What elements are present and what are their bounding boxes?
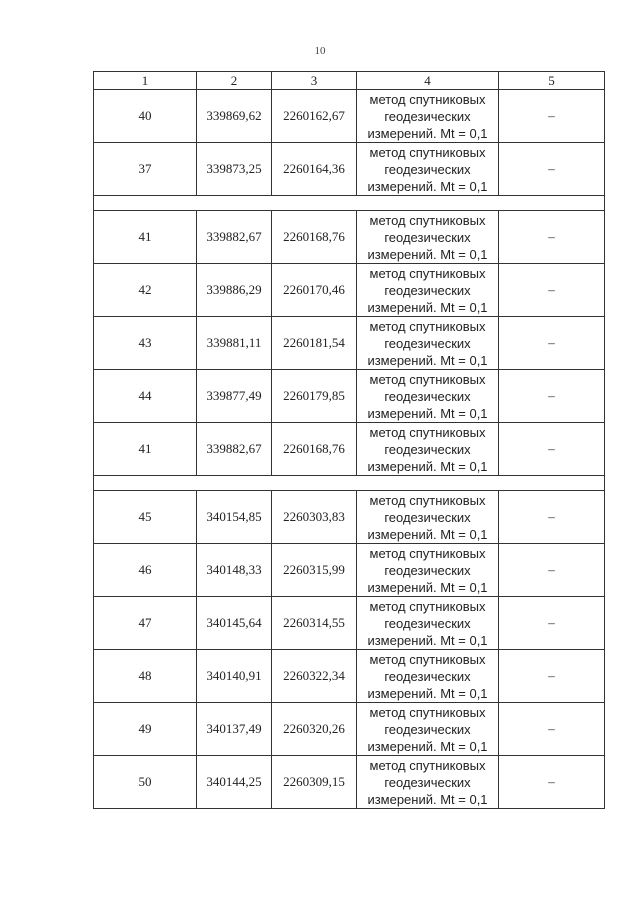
method-text-line: метод спутниковых	[369, 265, 486, 281]
x-coordinate-cell: 340140,91	[197, 650, 272, 703]
method-text-line: метод спутниковых	[369, 371, 486, 387]
method-text-line: измерений. Mt = 0,1	[367, 579, 488, 595]
point-number-cell: 49	[94, 703, 197, 756]
page-number: 10	[314, 45, 326, 57]
note-cell: –	[499, 90, 605, 143]
table-row	[94, 423, 605, 476]
x-coordinate-cell: 340145,64	[197, 597, 272, 650]
point-number-cell: 45	[94, 491, 197, 544]
method-text-line: измерений. Mt = 0,1	[367, 178, 488, 194]
y-coordinate-cell: 2260162,67	[272, 90, 357, 143]
method-text-line: геодезических	[384, 282, 471, 298]
table-row	[94, 703, 605, 756]
point-number-cell: 44	[94, 370, 197, 423]
method-text-line: измерений. Mt = 0,1	[367, 352, 488, 368]
method-cell	[357, 650, 499, 703]
note-cell: –	[499, 264, 605, 317]
x-coordinate-cell: 339877,49	[197, 370, 272, 423]
column-header-2: 2	[197, 72, 272, 90]
column-header-4: 4	[357, 72, 499, 90]
method-text-line: метод спутниковых	[369, 598, 486, 614]
point-number-cell: 40	[94, 90, 197, 143]
table-row	[94, 544, 605, 597]
note-cell: –	[499, 597, 605, 650]
note-cell: –	[499, 423, 605, 476]
method-text-line: геодезических	[384, 161, 471, 177]
separator-cell	[94, 196, 605, 211]
method-text-line: метод спутниковых	[369, 651, 486, 667]
method-text-line: измерений. Mt = 0,1	[367, 632, 488, 648]
method-text-line: геодезических	[384, 562, 471, 578]
method-text-line: метод спутниковых	[369, 212, 486, 228]
method-text-line: геодезических	[384, 668, 471, 684]
method-text-line: метод спутниковых	[369, 318, 486, 334]
method-text-line: геодезических	[384, 509, 471, 525]
point-number-cell: 41	[94, 423, 197, 476]
note-cell: –	[499, 544, 605, 597]
method-text-line: геодезических	[384, 774, 471, 790]
y-coordinate-cell: 2260315,99	[272, 544, 357, 597]
method-text-line: измерений. Mt = 0,1	[367, 526, 488, 542]
point-number-cell: 50	[94, 756, 197, 809]
method-cell	[357, 317, 499, 370]
note-cell: –	[499, 756, 605, 809]
y-coordinate-cell: 2260322,34	[272, 650, 357, 703]
y-coordinate-cell: 2260181,54	[272, 317, 357, 370]
column-header-3: 3	[272, 72, 357, 90]
y-coordinate-cell: 2260168,76	[272, 211, 357, 264]
method-text-line: геодезических	[384, 441, 471, 457]
separator-cell	[94, 476, 605, 491]
x-coordinate-cell: 339882,67	[197, 423, 272, 476]
note-cell: –	[499, 211, 605, 264]
table-row	[94, 370, 605, 423]
method-text-line: измерений. Mt = 0,1	[367, 125, 488, 141]
method-cell	[357, 597, 499, 650]
x-coordinate-cell: 340144,25	[197, 756, 272, 809]
coordinates-table-body	[94, 72, 605, 809]
note-cell: –	[499, 317, 605, 370]
y-coordinate-cell: 2260179,85	[272, 370, 357, 423]
y-coordinate-cell: 2260303,83	[272, 491, 357, 544]
x-coordinate-cell: 339869,62	[197, 90, 272, 143]
note-cell: –	[499, 703, 605, 756]
method-cell	[357, 90, 499, 143]
y-coordinate-cell: 2260168,76	[272, 423, 357, 476]
y-coordinate-cell: 2260320,26	[272, 703, 357, 756]
point-number-cell: 42	[94, 264, 197, 317]
table-row	[94, 650, 605, 703]
note-cell: –	[499, 650, 605, 703]
method-text-line: измерений. Mt = 0,1	[367, 405, 488, 421]
method-text-line: измерений. Mt = 0,1	[367, 791, 488, 807]
x-coordinate-cell: 340154,85	[197, 491, 272, 544]
y-coordinate-cell: 2260170,46	[272, 264, 357, 317]
method-text-line: метод спутниковых	[369, 91, 486, 107]
note-cell: –	[499, 370, 605, 423]
table-row	[94, 317, 605, 370]
method-cell	[357, 143, 499, 196]
method-cell	[357, 544, 499, 597]
method-text-line: метод спутниковых	[369, 704, 486, 720]
point-number-cell: 41	[94, 211, 197, 264]
method-text-line: геодезических	[384, 108, 471, 124]
point-number-cell: 48	[94, 650, 197, 703]
x-coordinate-cell: 339886,29	[197, 264, 272, 317]
x-coordinate-cell: 339882,67	[197, 211, 272, 264]
column-header-5: 5	[499, 72, 605, 90]
method-cell	[357, 370, 499, 423]
method-text-line: метод спутниковых	[369, 545, 486, 561]
table-row	[94, 756, 605, 809]
method-text-line: геодезических	[384, 335, 471, 351]
table-row	[94, 597, 605, 650]
y-coordinate-cell: 2260164,36	[272, 143, 357, 196]
method-text-line: метод спутниковых	[369, 424, 486, 440]
method-text-line: геодезических	[384, 229, 471, 245]
method-cell	[357, 756, 499, 809]
note-cell: –	[499, 143, 605, 196]
method-cell	[357, 211, 499, 264]
x-coordinate-cell: 339881,11	[197, 317, 272, 370]
column-header-1: 1	[94, 72, 197, 90]
method-text-line: метод спутниковых	[369, 144, 486, 160]
table-header-row	[94, 72, 605, 90]
method-text-line: измерений. Mt = 0,1	[367, 685, 488, 701]
coordinates-table	[93, 71, 605, 809]
x-coordinate-cell: 339873,25	[197, 143, 272, 196]
x-coordinate-cell: 340137,49	[197, 703, 272, 756]
method-text-line: геодезических	[384, 721, 471, 737]
method-cell	[357, 703, 499, 756]
point-number-cell: 37	[94, 143, 197, 196]
method-text-line: метод спутниковых	[369, 492, 486, 508]
method-text-line: геодезических	[384, 388, 471, 404]
method-text-line: измерений. Mt = 0,1	[367, 458, 488, 474]
method-text-line: геодезических	[384, 615, 471, 631]
x-coordinate-cell: 340148,33	[197, 544, 272, 597]
method-text-line: измерений. Mt = 0,1	[367, 246, 488, 262]
table-row	[94, 90, 605, 143]
table-separator-row	[94, 476, 605, 491]
y-coordinate-cell: 2260309,15	[272, 756, 357, 809]
method-text-line: метод спутниковых	[369, 757, 486, 773]
table-row	[94, 211, 605, 264]
method-cell	[357, 491, 499, 544]
point-number-cell: 46	[94, 544, 197, 597]
method-text-line: измерений. Mt = 0,1	[367, 299, 488, 315]
y-coordinate-cell: 2260314,55	[272, 597, 357, 650]
table-row	[94, 264, 605, 317]
point-number-cell: 47	[94, 597, 197, 650]
table-row	[94, 491, 605, 544]
point-number-cell: 43	[94, 317, 197, 370]
table-separator-row	[94, 196, 605, 211]
method-cell	[357, 423, 499, 476]
note-cell: –	[499, 491, 605, 544]
table-row	[94, 143, 605, 196]
method-cell	[357, 264, 499, 317]
method-text-line: измерений. Mt = 0,1	[367, 738, 488, 754]
